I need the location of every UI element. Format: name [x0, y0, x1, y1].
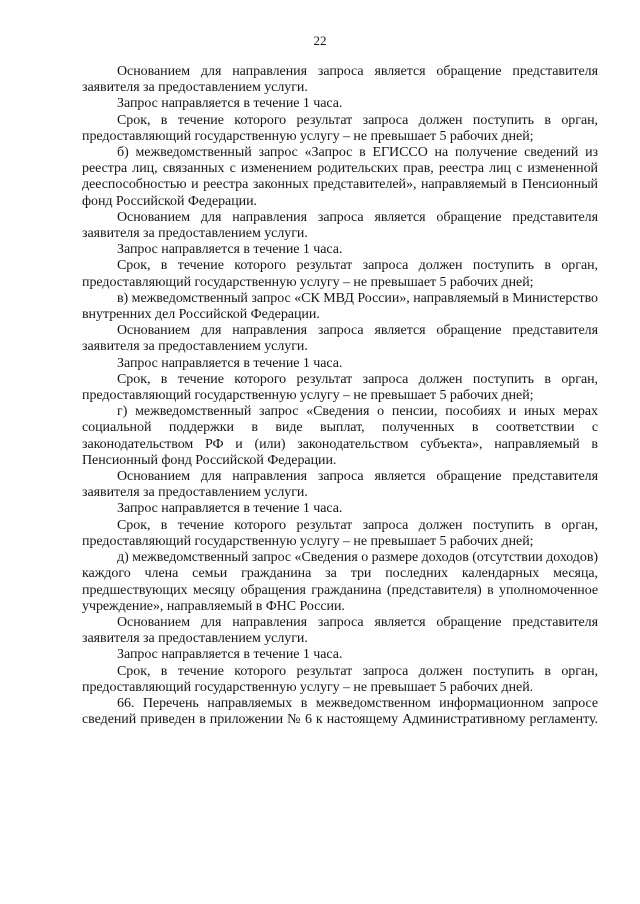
paragraph: Запрос направляется в течение 1 часа.: [117, 501, 343, 517]
paragraph: Срок, в течение которого результат запроса должен поступить в орган, предоставляющий государственную услугу – не превышает 5 рабочих дней;: [82, 112, 598, 144]
paragraph: Основанием для направления запроса является обращение представителя заявителя за предоставлением услуги.: [82, 469, 598, 501]
paragraph: 66. Перечень направляемых в межведомственном информационном запросе сведений приведен в приложении № 6 к настоящему Административному регламенту.: [82, 695, 598, 728]
paragraph: Основанием для направления запроса является обращение представителя заявителя за предоставлением услуги.: [82, 64, 598, 96]
paragraph: Запрос направляется в течение 1 часа.: [117, 96, 343, 112]
paragraph: Запрос направляется в течение 1 часа.: [117, 355, 343, 371]
paragraph: д) межведомственный запрос «Сведения о размере доходов (отсутствии доходов) каждого члена семьи гражданина за три последних календарных месяца, предшествующих месяцу обращения гражданина (представителя) в уполномоченное учреждение», направляемый в ФНС России.: [82, 550, 598, 614]
page-number: 22: [313, 33, 327, 48]
paragraph: Основанием для направления запроса является обращение представителя заявителя за предоставлением услуги.: [82, 323, 598, 355]
document-body: [82, 64, 598, 728]
paragraph: Запрос направляется в течение 1 часа.: [117, 647, 343, 663]
paragraph: Срок, в течение которого результат запроса должен поступить в орган, предоставляющий государственную услугу – не превышает 5 рабочих дней.: [82, 663, 598, 695]
paragraph: в) межведомственный запрос «СК МВД России», направляемый в Министерство внутренних дел Российской Федерации.: [82, 290, 598, 323]
paragraph: г) межведомственный запрос «Сведения о пенсии, пособиях и иных мерах социальной поддержки в виде выплат, полученных в соответствии с законодательством РФ и (или) законодательством субъекта», направляемый в Пенсионный фонд Российской Федерации.: [82, 404, 598, 468]
paragraph: Срок, в течение которого результат запроса должен поступить в орган, предоставляющий государственную услугу – не превышает 5 рабочих дней;: [82, 517, 598, 549]
paragraph: Основанием для направления запроса является обращение представителя заявителя за предоставлением услуги.: [82, 614, 598, 647]
paragraph: Срок, в течение которого результат запроса должен поступить в орган, предоставляющий государственную услугу – не превышает 5 рабочих дней;: [82, 258, 598, 290]
paragraph: б) межведомственный запрос «Запрос в ЕГИССО на получение сведений из реестра лиц, связанных с изменением родительских прав, реестра лиц с измененной дееспособностью и реестра законных представителей», направляемый в Пенсионный фонд Российской Федерации.: [82, 145, 598, 209]
paragraph: Запрос направляется в течение 1 часа.: [117, 242, 343, 258]
paragraph: Основанием для направления запроса является обращение представителя заявителя за предоставлением услуги.: [82, 209, 598, 242]
paragraph: Срок, в течение которого результат запроса должен поступить в орган, предоставляющий государственную услугу – не превышает 5 рабочих дней;: [82, 371, 598, 404]
